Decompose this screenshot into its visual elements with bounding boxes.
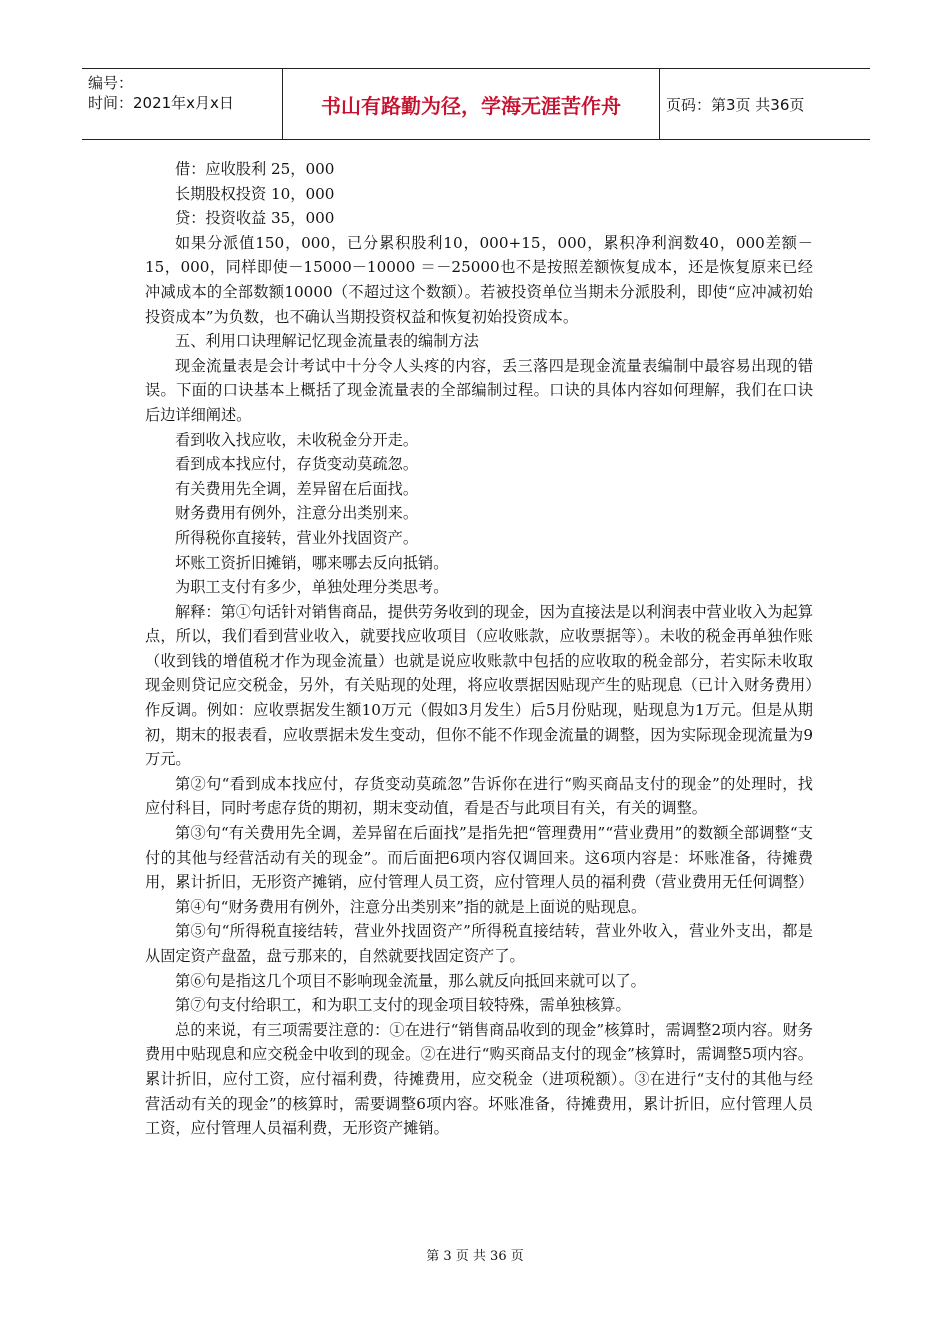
page-header	[82, 68, 870, 140]
paragraph: 解释：第①句话针对销售商品，提供劳务收到的现金，因为直接法是以利润表中营业收入为起算点，所以，我们看到营业收入，就要找应收项目（应收账款，应收票据等）。未收的税金再单独作账（收到钱的增值税才作为现金流量）也就是说应收账款中包括的应收取的税金部分，若实际未收取现金则贷记应交税金，另外，有关贴现的处理，将应收票据因贴现产生的贴现息（已计入财务费用）作反调。例如：应收票据发生额10万元（假如3月发生）后5月份贴现，贴现息为1万元。但是从期初，期末的报表看，应收票据未发生变动，但你不能不作现金流量的调整，因为实际现金现流量为9万元。	[145, 602, 813, 769]
mnemonic-line: 看到成本找应付，存货变动莫疏忽。	[175, 455, 418, 474]
paragraph: 第④句“财务费用有例外，注意分出类别来”指的就是上面说的贴现息。	[175, 897, 647, 916]
document-date-label: 时间：2021年x月x日	[88, 94, 234, 112]
paragraph: 贷：投资收益 35，000	[175, 209, 335, 228]
paragraph: 第⑤句“所得税直接结转，营业外找固资产”所得税直接结转，营业外收入，营业外支出，都是从固定资产盘盈，盘亏那来的，自然就要找固定资产了。	[145, 922, 813, 965]
mnemonic-line: 看到收入找应收，未收税金分开走。	[175, 430, 418, 449]
paragraph: 总的来说，有三项需要注意的：①在进行“销售商品收到的现金”核算时，需调整2项内容。财务费用中贴现息和应交税金中收到的现金。②在进行“购买商品支付的现金”核算时，需调整5项内容。累计折旧，应付工资，应付福利费，待摊费用，应交税金（进项税额）。③在进行“支付的其他与经营活动有关的现金”的核算时，需要调整6项内容。坏账准备，待摊费用，累计折旧，应付管理人员工资，应付管理人员福利费，无形资产摊销。	[145, 1020, 813, 1138]
header-meta-cell	[82, 69, 282, 139]
section-heading: 五、利用口诀理解记忆现金流量表的编制方法	[175, 332, 479, 351]
paragraph: 第②句“看到成本找应付，存货变动莫疏忽”告诉你在进行“购买商品支付的现金”的处理时，找应付科目，同时考虑存货的期初，期末变动值，看是否与此项目有关，有关的调整。	[145, 774, 813, 818]
page-footer: 第 3 页 共 36 页	[426, 1249, 524, 1264]
paragraph: 如果分派值150，000，已分累积股利10，000+15，000，累积净利润数40，000差额－15，000，同样即使－15000－10000 ＝－25000也不是按照差额恢复成本，还是恢复原来已经冲减成本的全部数额10000（不超过这个数额）。若被投资单位当期未分派股利，即使“应冲减初始投资成本”为负数，也不确认当期投资权益和恢复初始投资成本。	[145, 233, 813, 326]
mnemonic-line: 有关费用先全调，差异留在后面找。	[175, 479, 418, 498]
mnemonic-line: 坏账工资折旧摊销，哪来哪去反向抵销。	[175, 553, 449, 572]
header-page-info: 页码：第3页 共36页	[666, 95, 805, 114]
header-motto: 书山有路勤为径，学海无涯苦作舟	[282, 69, 660, 139]
paragraph: 第⑥句是指这几个项目不影响现金流量，那么就反向抵回来就可以了。	[175, 971, 646, 990]
mnemonic-line: 所得税你直接转，营业外找固资产。	[175, 528, 418, 547]
paragraph: 现金流量表是会计考试中十分令人头疼的内容，丢三落四是现金流量表编制中最容易出现的错误。下面的口诀基本上概括了现金流量表的全部编制过程。口诀的具体内容如何理解，我们在口诀后边详细阐述。	[145, 356, 813, 424]
paragraph: 借：应收股利 25，000	[175, 160, 335, 178]
mnemonic-line: 财务费用有例外，注意分出类别来。	[175, 504, 418, 523]
paragraph: 第③句“有关费用先全调，差异留在后面找”是指先把“管理费用”“营业费用”的数额全部调整“支付的其他与经营活动有关的现金”。而后面把6项内容仅调回来。这6项内容是：坏账准备，待摊费用，累计折旧，无形资产摊销，应付管理人员工资，应付管理人员的福利费（营业费用无任何调整）	[145, 824, 814, 892]
mnemonic-line: 为职工支付有多少，单独处理分类思考。	[175, 578, 449, 597]
document-number-label: 编号：	[88, 74, 134, 92]
document-body	[145, 157, 813, 1141]
paragraph: 第⑦句支付给职工，和为职工支付的现金项目较特殊，需单独核算。	[175, 996, 631, 1015]
paragraph: 长期股权投资 10，000	[175, 184, 335, 203]
